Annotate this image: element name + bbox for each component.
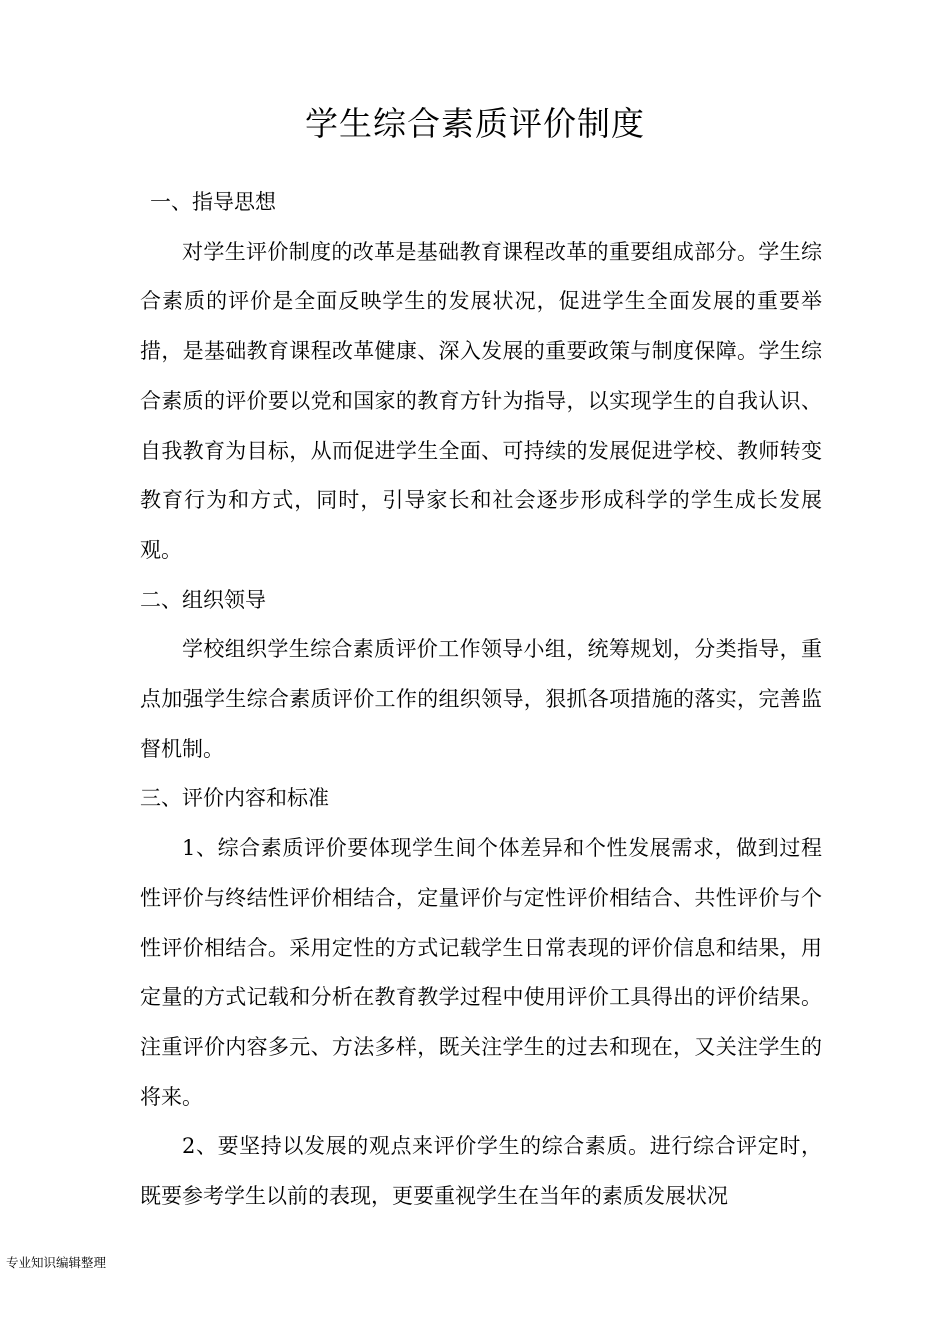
paragraph-evaluation-2: 2、要坚持以发展的观点来评价学生的综合素质。进行综合评定时，既要参考学生以前的表现，更要重视学生在当年的素质发展状况 (140, 1134, 822, 1209)
section-heading-guiding-thought: 一、指导思想 (150, 190, 276, 214)
section-heading-organization: 二、组织领导 (140, 587, 266, 612)
section-heading-evaluation-content: 三、评价内容和标准 (140, 786, 329, 811)
paragraph-organization: 学校组织学生综合素质评价工作领导小组，统筹规划，分类指导，重点加强学生综合素质评价工作的组织领导，狠抓各项措施的落实，完善监督机制。 (140, 637, 822, 761)
paragraph-guiding-thought: 对学生评价制度的改革是基础教育课程改革的重要组成部分。学生综合素质的评价是全面反映学生的发展状况，促进学生全面发展的重要举措，是基础教育课程改革健康、深入发展的重要政策与制度保障。学生综合素质的评价要以党和国家的教育方针为指导，以实现学生的自我认识、自我教育为目标，从而促进学生全面、可持续的发展促进学校、教师转变教育行为和方式，同时，引导家长和社会逐步形成科学的学生成长发展观。 (140, 239, 822, 562)
document-body (140, 178, 822, 1222)
footer-note: 专业知识编辑整理 (6, 1255, 107, 1270)
paragraph-evaluation-1: 1、综合素质评价要体现学生间个体差异和个性发展需求，做到过程性评价与终结性评价相结合，定量评价与定性评价相结合、共性评价与个性评价相结合。采用定性的方式记载学生日常表现的评价信息和结果，用定量的方式记载和分析在教育教学过程中使用评价工具得出的评价结果。注重评价内容多元、方法多样，既关注学生的过去和现在，又关注学生的将来。 (140, 836, 822, 1109)
page-title: 学生综合素质评价制度 (305, 104, 645, 143)
